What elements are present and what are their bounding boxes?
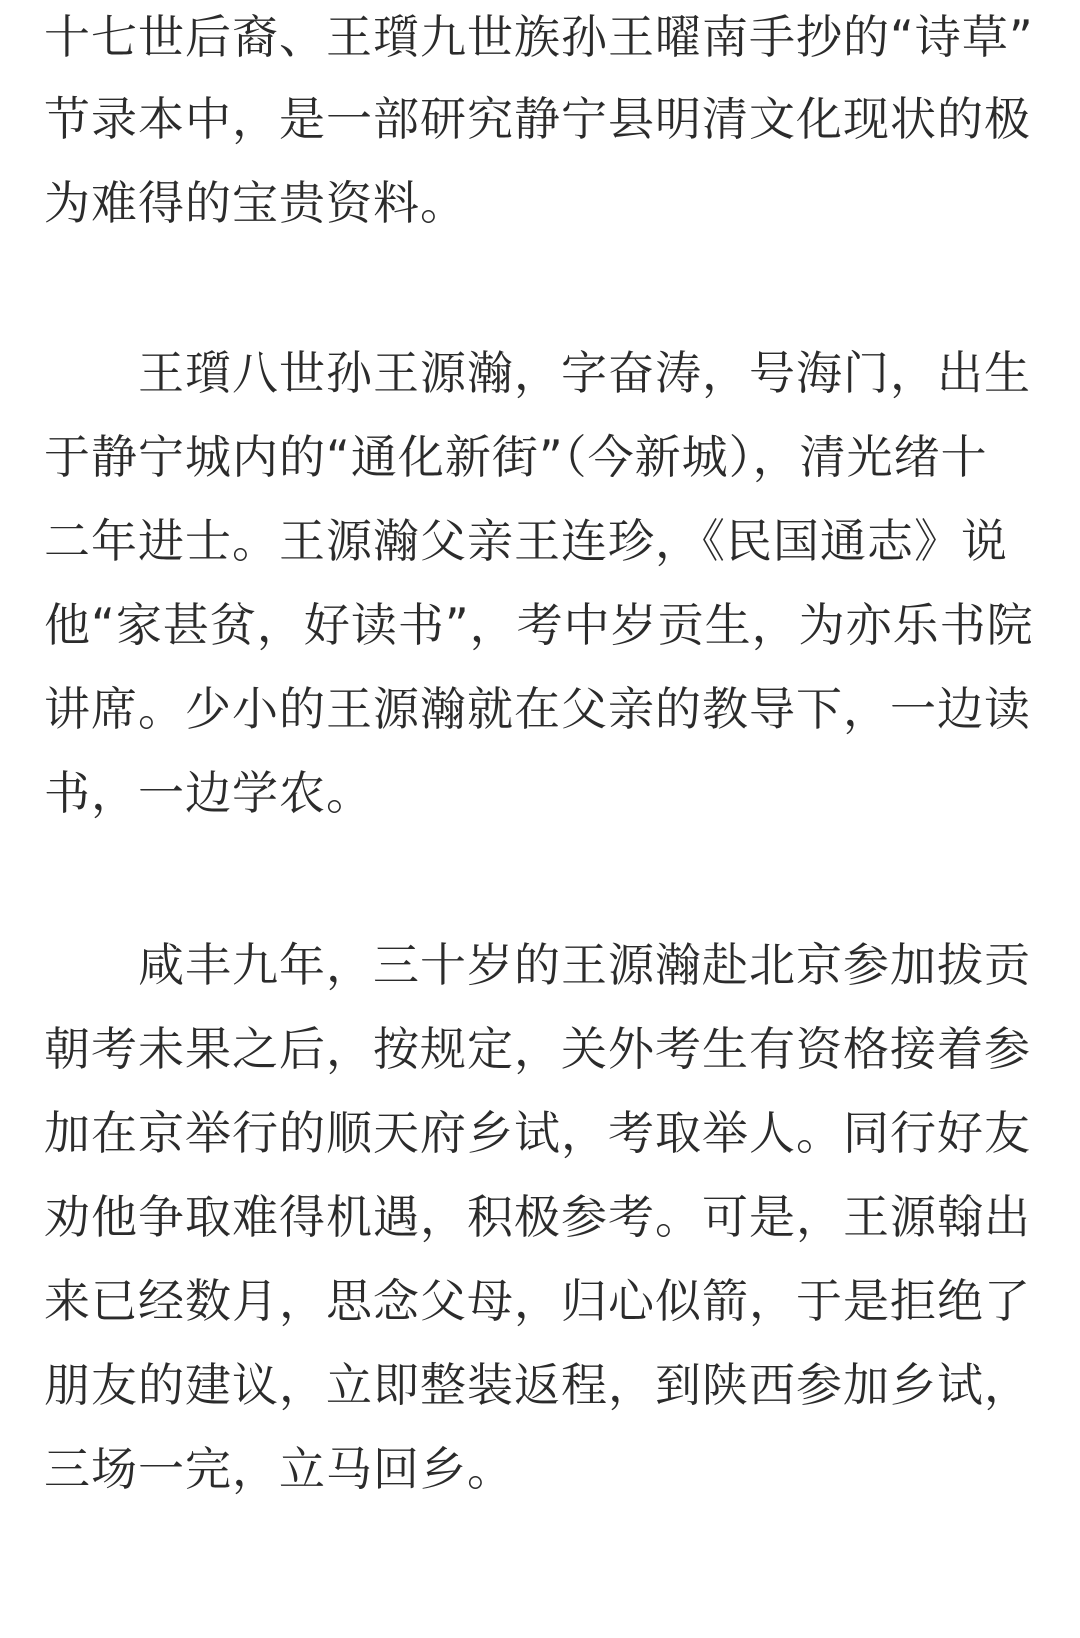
paragraph-1-line-1: 十七世后裔、王瓆九世族孙王曜南手抄的“诗草” [44, 10, 1034, 64]
paragraph-3-line-7: 三场一完，立马回乡。 [44, 1442, 514, 1496]
paragraph-3-line-3: 加在京举行的顺天府乡试，考取举人。同行好友 [44, 1106, 1031, 1160]
paragraph-2-line-4: 他“家甚贫，好读书”，考中岁贡生，为亦乐书院 [44, 598, 1034, 652]
paragraph-3-line-1: 咸丰九年，三十岁的王源瀚赴北京参加拔贡 [138, 938, 1031, 992]
paragraph-3-line-6: 朋友的建议，立即整装返程，到陕西参加乡试， [44, 1358, 1031, 1412]
paragraph-2-line-5: 讲席。少小的王源瀚就在父亲的教导下，一边读 [44, 682, 1031, 736]
paragraph-1-line-3: 为难得的宝贵资料。 [44, 176, 467, 230]
paragraph-2-line-1: 王瓆八世孙王源瀚，字奋涛，号海门，出生 [138, 346, 1031, 400]
paragraph-2-line-2: 于静宁城内的“通化新街”（今新城），清光绪十 [44, 430, 988, 484]
paragraph-3-line-4: 劝他争取难得机遇，积极参考。可是，王源翰出 [44, 1190, 1031, 1244]
paragraph-2-line-6: 书，一边学农。 [44, 766, 373, 820]
paragraph-2-line-3: 二年进士。王源瀚父亲王连珍，《民国通志》说 [44, 514, 1008, 568]
paragraph-3-line-2: 朝考未果之后，按规定，关外考生有资格接着参 [44, 1022, 1031, 1076]
paragraph-1-line-2: 节录本中，是一部研究静宁县明清文化现状的极 [44, 92, 1031, 146]
paragraph-3-line-5: 来已经数月，思念父母，归心似箭，于是拒绝了 [44, 1274, 1031, 1328]
